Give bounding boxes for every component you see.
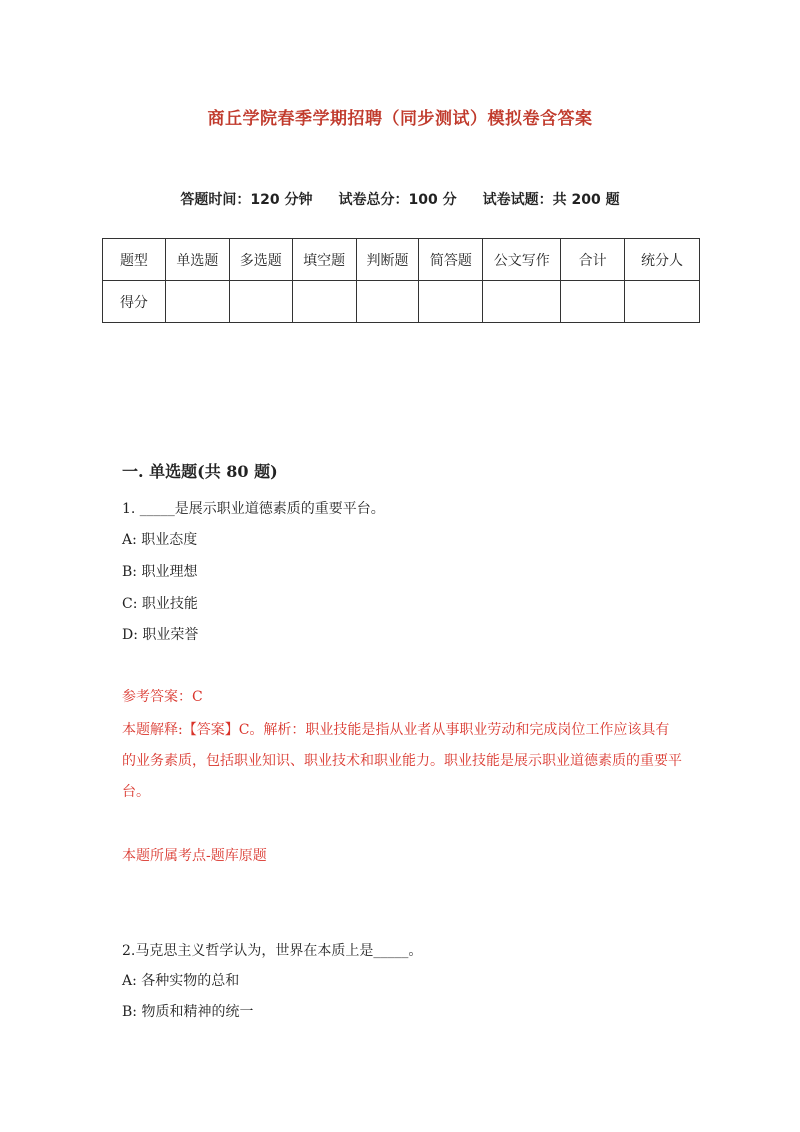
exam-question-count: 试卷试题：共 200 题 xyxy=(482,192,620,208)
score-table-score-row xyxy=(103,281,700,323)
table-header-cell: 统分人 xyxy=(625,239,700,281)
question-1-option-d: D: 职业荣誉 xyxy=(122,627,199,643)
score-table-header-row xyxy=(103,239,700,281)
question-1-option-a: A: 职业态度 xyxy=(122,532,198,548)
score-table xyxy=(102,238,700,323)
score-cell xyxy=(561,281,625,323)
question-1-answer: 参考答案：C xyxy=(122,689,203,705)
table-header-cell: 填空题 xyxy=(292,239,356,281)
page-title: 商丘学院春季学期招聘（同步测试）模拟卷含答案 xyxy=(207,109,593,129)
question-2-option-a: A: 各种实物的总和 xyxy=(122,973,240,989)
score-cell xyxy=(419,281,483,323)
question-2-option-b: B: 物质和精神的统一 xyxy=(122,1004,254,1020)
question-1-option-c: C: 职业技能 xyxy=(122,596,198,612)
score-cell xyxy=(356,281,419,323)
score-cell xyxy=(292,281,356,323)
table-header-cell: 单选题 xyxy=(165,239,229,281)
table-header-cell: 多选题 xyxy=(229,239,292,281)
table-header-cell: 合计 xyxy=(561,239,625,281)
question-1-option-b: B: 职业理想 xyxy=(122,564,198,580)
table-row-label: 得分 xyxy=(103,281,166,323)
table-header-cell: 公文写作 xyxy=(483,239,561,281)
score-cell xyxy=(229,281,292,323)
table-header-cell: 题型 xyxy=(103,239,166,281)
question-1-stem: 1. _____是展示职业道德素质的重要平台。 xyxy=(122,501,385,517)
section-title: 一. 单选题(共 80 题) xyxy=(122,462,278,481)
question-2-stem: 2.马克思主义哲学认为，世界在本质上是_____。 xyxy=(122,943,423,959)
score-cell xyxy=(483,281,561,323)
exam-meta xyxy=(0,189,800,209)
score-cell xyxy=(165,281,229,323)
question-1-source: 本题所属考点-题库原题 xyxy=(122,848,267,864)
question-1-explanation: 本题解释:【答案】C。解析：职业技能是指从业者从事职业劳动和完成岗位工作应该具有的业务素质，包括职业知识、职业技术和职业能力。职业技能是展示职业道德素质的重要平台。 xyxy=(122,722,682,800)
exam-total-score: 试卷总分：100 分 xyxy=(338,192,457,208)
table-header-cell: 判断题 xyxy=(356,239,419,281)
table-header-cell: 简答题 xyxy=(419,239,483,281)
exam-time: 答题时间：120 分钟 xyxy=(180,192,313,208)
score-cell xyxy=(625,281,700,323)
